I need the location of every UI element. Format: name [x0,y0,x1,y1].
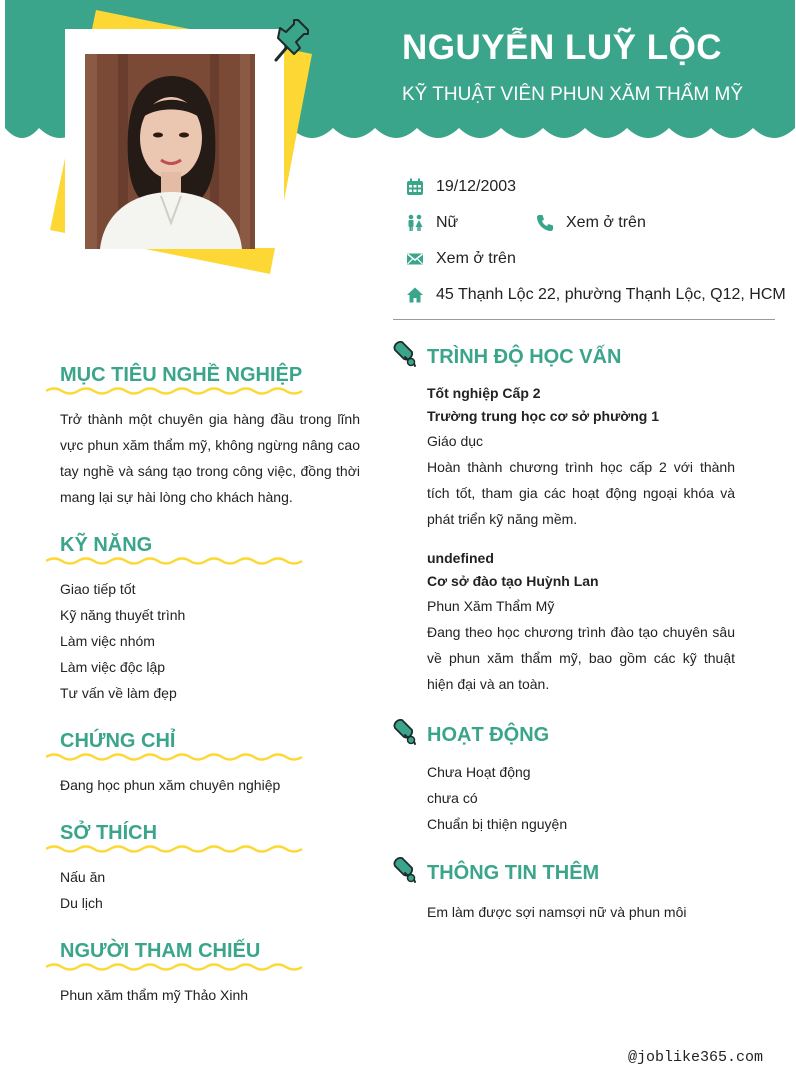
contact-dob [406,178,516,196]
certificates-list [60,772,360,798]
activity-item: Chuẩn bị thiện nguyện [427,816,568,832]
email-value: Xem ở trên [436,250,516,267]
skill-item: Kỹ năng thuyết trình [60,607,186,623]
pushpin-icon [392,856,418,884]
job-title: KỸ THUẬT VIÊN PHUN XĂM THẨM MỸ [402,84,743,105]
candidate-name: NGUYỄN LUỸ LỘC [402,28,723,67]
profile-photo [85,54,255,249]
objective-title: MỤC TIÊU NGHỀ NGHIỆP [60,364,303,386]
gender-icon [406,214,424,232]
contact-gender [406,214,458,232]
profile-photo-block [40,8,320,278]
activities-title: HOẠT ĐỘNG [427,724,550,746]
footer-watermark: @joblike365.com [627,1049,763,1066]
references-underline [46,960,304,974]
references-title: NGƯỜI THAM CHIẾU [60,940,261,962]
education-field: Giáo dục [427,433,484,449]
education-degree: Tốt nghiệp Cấp 2 [427,385,541,401]
pushpin-icon [392,340,418,368]
calendar-icon [406,178,424,196]
education-field: Phun Xăm Thẩm Mỹ [427,598,555,614]
references-list [60,982,360,1008]
hobby-item: Du lịch [60,895,103,911]
activities-list [427,759,735,837]
skills-underline [46,554,304,568]
skills-title: KỸ NĂNG [60,534,153,556]
education-entry [427,382,735,532]
objective-underline [46,384,304,398]
education-description: Hoàn thành chương trình học cấp 2 với thành tích tốt, tham gia các hoạt động ngoại khóa và phát triển kỹ năng mềm. [427,459,735,527]
hobbies-list [60,864,360,916]
certificates-title: CHỨNG CHỈ [60,730,176,752]
skill-item: Tư vấn về làm đẹp [60,685,177,701]
education-description: Đang theo học chương trình đào tạo chuyên sâu về phun xăm thẩm mỹ, bao gồm các kỹ thuật hiện đại và an toàn. [427,624,735,692]
additional-info-title: THÔNG TIN THÊM [427,862,600,884]
additional-info [427,899,735,925]
pushpin-icon [392,718,418,746]
education-entry [427,547,735,697]
envelope-icon [406,250,424,268]
gender-value: Nữ [436,214,459,231]
skill-item: Làm việc nhóm [60,633,155,649]
skills-list [60,576,360,706]
hobbies-underline [46,842,304,856]
skill-item: Giao tiếp tốt [60,581,136,597]
contact-divider [393,319,775,320]
contact-email [406,250,516,268]
certificates-underline [46,750,304,764]
phone-icon [536,214,554,232]
reference-item: Phun xăm thẩm mỹ Thảo Xinh [60,987,249,1003]
hobbies-title: SỞ THÍCH [60,822,158,844]
contact-address [406,286,786,304]
home-icon [406,286,424,304]
contact-phone [536,214,646,232]
education-degree: undefined [427,550,494,566]
phone-value: Xem ở trên [566,214,646,231]
education-title: TRÌNH ĐỘ HỌC VẤN [427,346,622,368]
dob-value: 19/12/2003 [436,178,517,195]
additional-info-text: Em làm được sợi namsợi nữ và phun môi [427,904,687,920]
activity-item: chưa có [427,790,478,806]
objective-text: Trở thành một chuyên gia hàng đầu trong lĩnh vực phun xăm thẩm mỹ, không ngừng nâng cao tay nghề và sáng tạo trong công việc, đồng thời mang lại sự hài lòng cho khách hàng. [60,411,360,505]
education-school: Cơ sở đào tạo Huỳnh Lan [427,573,599,589]
activity-item: Chưa Hoạt động [427,764,531,780]
certificate-item: Đang học phun xăm chuyên nghiệp [60,777,281,793]
hobby-item: Nấu ăn [60,869,106,885]
skill-item: Làm việc độc lập [60,659,166,675]
education-school: Trường trung học cơ sở phường 1 [427,408,659,424]
address-value: 45 Thạnh Lộc 22, phường Thạnh Lộc, Q12, HCM [436,286,786,303]
